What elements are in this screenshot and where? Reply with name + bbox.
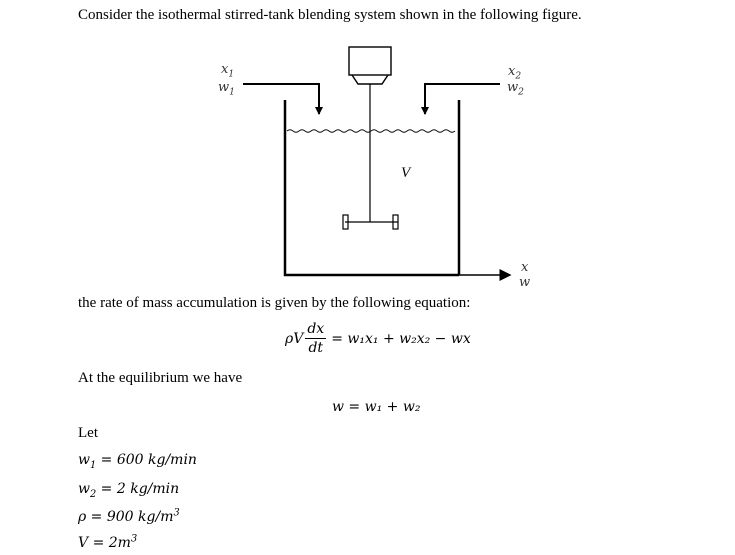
eq1-denominator: dt — [308, 340, 324, 356]
outlet-w-label: w — [519, 275, 531, 290]
given-w2: $w_2 = 2$ kg/min — [78, 481, 180, 500]
mass-balance-equation — [285, 321, 471, 356]
liquid-surface — [287, 130, 455, 133]
derivative-fraction — [305, 321, 326, 356]
mixer-motor — [349, 47, 391, 84]
given-volume: $V = 2m^3$ — [78, 533, 138, 551]
tank-wall — [285, 100, 459, 275]
eq1-numerator: dx — [307, 321, 325, 337]
let-text: Let — [78, 425, 98, 441]
given-w1: $w_1 = 600$ kg/min — [78, 452, 197, 471]
equilibrium-equation: w = w₁ + w₂ — [332, 399, 421, 415]
inlet2-pipe — [425, 84, 500, 114]
intro-text: Consider the isothermal stirred-tank blending system shown in the following figure. — [78, 7, 582, 23]
inlet2-x-label: $x_2$ — [508, 64, 522, 82]
eq1-lhs: ρV — [285, 330, 304, 347]
equilibrium-text: At the equilibrium we have — [78, 370, 243, 386]
accumulation-text: the rate of mass accumulation is given by the following equation: — [78, 295, 471, 311]
inlet1-w-label: $w_1$ — [218, 80, 235, 98]
inlet1-pipe — [243, 84, 319, 114]
given-rho: ρ = 900 $kg/m^3$ — [78, 507, 180, 525]
inlet1-x-label: $x_1$ — [221, 62, 235, 80]
volume-label: V — [401, 165, 411, 181]
outlet-x-label: x — [521, 260, 529, 275]
inlet2-w-label: $w_2$ — [507, 80, 524, 98]
eq1-rhs: = w₁x₁ + w₂x₂ − wx — [331, 330, 471, 347]
